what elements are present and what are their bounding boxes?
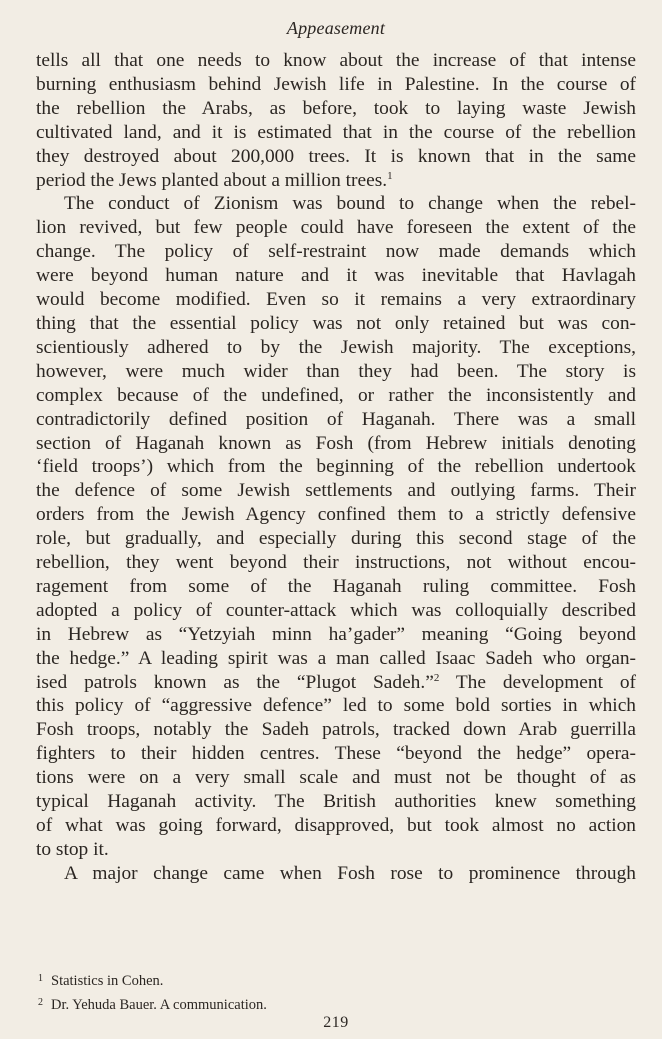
text-line-content: typical Haganah activity. The British authorities knew something <box>36 791 636 813</box>
footnotes <box>36 968 636 1016</box>
text-line-content: were beyond human nature and it was inevitable that Havlagah <box>36 265 636 287</box>
text-line <box>36 623 636 647</box>
text-line <box>36 599 636 623</box>
text-line <box>36 145 636 169</box>
body-text <box>36 49 636 886</box>
text-line <box>36 264 636 288</box>
text-line <box>36 384 636 408</box>
text-line <box>36 742 636 766</box>
text-line <box>36 408 636 432</box>
text-line <box>36 432 636 456</box>
text-line-content: of what was going forward, disapproved, but took almost no action <box>36 815 636 836</box>
text-line <box>36 479 636 503</box>
text-line-content: ragement from some of the Haganah ruling committee. Fosh <box>36 575 636 597</box>
text-line-tail: The development of <box>439 671 636 693</box>
text-line-content: change. The policy of self-restraint now made demands which <box>36 241 636 263</box>
text-line <box>36 312 636 336</box>
footnote <box>36 968 636 992</box>
text-line-content: this policy of “aggressive defence” led to some bold sorties in which <box>36 695 636 717</box>
text-line <box>36 240 636 264</box>
text-line-content: tions were on a very small scale and must not be thought of as <box>36 767 636 789</box>
text-line-content: to stop it. <box>36 838 109 860</box>
text-line <box>36 97 636 121</box>
text-line <box>36 527 636 551</box>
running-head: Appeasement <box>286 18 386 38</box>
text-line <box>36 862 636 886</box>
text-line <box>36 503 636 527</box>
text-line-content: burning enthusiasm behind Jewish life in Palestine. In the course of <box>36 73 636 95</box>
text-line-content: the hedge.” A leading spirit was a man called Isaac Sadeh who organ- <box>36 647 636 669</box>
text-line <box>36 360 636 384</box>
text-line-content: cultivated land, and it is estimated that in the course of the rebellion <box>36 121 636 143</box>
text-line-content: adopted a policy of counter-attack which was colloquially described <box>36 599 636 621</box>
text-line <box>36 694 636 718</box>
text-line-content: fighters to their hidden centres. These “beyond the hedge” opera- <box>36 743 636 765</box>
text-line-content: they destroyed about 200,000 trees. It is known that in the same <box>36 145 636 167</box>
text-line-content: would become modified. Even so it remains a very extraordinary <box>36 289 636 311</box>
text-line <box>36 718 636 742</box>
text-line-content: in Hebrew as “Yetzyiah minn ha’gader” meaning “Going beyond <box>36 623 636 645</box>
text-line-content: ised patrols known as the “Plugot Sadeh.” <box>36 671 434 693</box>
text-line <box>36 455 636 479</box>
text-line-content: however, were much wider than they had been. The story is <box>36 360 636 382</box>
text-line-content: A major change came when Fosh rose to prominence through <box>64 862 636 884</box>
footnote-ref: 1 <box>387 169 393 182</box>
text-line-content: section of Haganah known as Fosh (from Hebrew initials denoting <box>36 432 636 454</box>
text-line-content: complex because of the undefined, or rather the inconsistently and <box>36 384 636 406</box>
page-number: 219 <box>323 1014 349 1031</box>
text-line-content: the defence of some Jewish settlements and outlying farms. Their <box>36 480 636 502</box>
footnote-text: Dr. Yehuda Bauer. A communication. <box>51 997 267 1013</box>
text-line <box>36 49 636 73</box>
text-line <box>36 169 636 193</box>
footnote-number: 2 <box>38 997 43 1008</box>
text-line <box>36 575 636 599</box>
text-line-content: lion revived, but few people could have foreseen the extent of the <box>36 217 636 239</box>
text-line-content: Fosh troops, notably the Sadeh patrols, tracked down Arab guerrilla <box>36 719 636 741</box>
text-line-content: orders from the Jewish Agency confined them to a strictly defensive <box>36 504 636 526</box>
text-line <box>36 814 636 838</box>
text-line <box>36 671 636 695</box>
text-line <box>36 336 636 360</box>
text-line <box>36 216 636 240</box>
text-line <box>36 551 636 575</box>
text-line <box>36 647 636 671</box>
text-line-content: the rebellion the Arabs, as before, took to laying waste Jewish <box>36 97 636 119</box>
text-line-content: role, but gradually, and especially during this second stage of the <box>36 528 636 550</box>
text-line-content: rebellion, they went beyond their instructions, not without encou- <box>36 552 636 574</box>
text-line <box>36 790 636 814</box>
footnote-text: Statistics in Cohen. <box>51 973 164 989</box>
text-line-content: The conduct of Zionism was bound to change when the rebel- <box>64 193 636 215</box>
text-line <box>36 838 636 862</box>
text-line-content: tells all that one needs to know about the increase of that intense <box>36 50 636 71</box>
text-line <box>36 121 636 145</box>
footnote <box>36 992 636 1016</box>
footnote-ref: 2 <box>433 671 440 684</box>
text-line <box>36 73 636 97</box>
footnote-number: 1 <box>38 973 43 984</box>
text-line-content: contradictorily defined position of Haganah. There was a small <box>36 408 636 430</box>
text-line-content: thing that the essential policy was not only retained but was con- <box>36 312 636 334</box>
text-line <box>36 192 636 216</box>
text-line <box>36 766 636 790</box>
text-line-content: ‘field troops’) which from the beginning of the rebellion undertook <box>36 456 636 478</box>
text-line-content: scientiously adhered to by the Jewish majority. The exceptions, <box>36 336 636 358</box>
text-line-content: period the Jews planted about a million trees. <box>36 169 388 191</box>
text-line <box>36 288 636 312</box>
